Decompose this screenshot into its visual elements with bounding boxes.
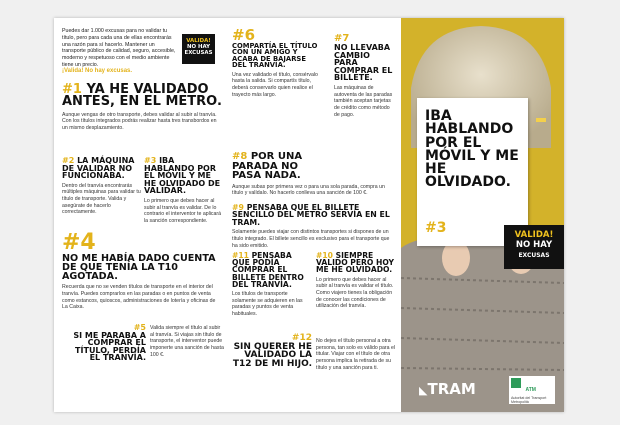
excuse-num: #1: [62, 82, 82, 97]
excuse-num: #8: [232, 151, 248, 162]
tram-logo-icon: ◣: [419, 384, 428, 397]
tram-logo: [419, 380, 476, 398]
excuse-body: Una vez validado el título, consérvalo hasta la salida. Si compartís título, deberá conservarlo quien realice el trayecto más largo.: [232, 71, 318, 98]
badge-line1: VALIDA!: [186, 38, 211, 44]
excuse-title: COMPARTÍA EL TÍTULO CON UN AMIGO Y ACABA DE BAJARSE DEL TRANVÍA.: [232, 42, 318, 70]
excuse-title: SIEMPRE VALIDO PERO HOY ME HE OLVIDADO.: [316, 251, 395, 275]
poster-photo: [401, 18, 564, 412]
excuse-body: Lo primero que debes hacer al subir al tranvía es validar. De lo contrario el interventor te aplicará la sanción correspondiente.: [144, 197, 221, 224]
atm-logo-icon: [511, 378, 521, 388]
badge-line2: NO HAY: [515, 239, 553, 250]
excuse-body: Los títulos de transporte solamente se adquieren en las paradas y puntos de venta habituales.: [232, 291, 303, 317]
excuse-title: IBA HABLANDO POR EL MÓVIL Y ME HE OLVIDADO DE VALIDAR.: [144, 156, 221, 196]
excuse-11: [232, 252, 308, 318]
valida-badge-large: [504, 225, 564, 269]
excuse-body: Dentro del tranvía encontrarás múltiples máquinas para validar tu título de transporte. Valida y asegúrate de hacerlo correctamente.: [62, 182, 141, 216]
excuse-10: [316, 252, 396, 310]
excuse-title: POR UNA PARADA NO PASA NADA.: [232, 151, 303, 181]
badge-line3: EXCUSAS: [184, 50, 213, 57]
poster-card: [417, 98, 528, 246]
atm-logo-subtext: Autoritat del Transport Metropolità: [511, 396, 547, 404]
intro-tagline: ¡Valida! No hay excusas.: [62, 68, 133, 74]
badge-line2: NO HAY: [186, 44, 211, 51]
excuse-title: NO LLEVABA CAMBIO PARA COMPRAR EL BILLETE.: [334, 43, 393, 83]
badge-line1: VALIDA!: [514, 230, 554, 240]
excuse-3: [144, 157, 222, 225]
poster-num: #3: [425, 220, 447, 236]
brochure-sheet: [54, 18, 564, 412]
atm-logo-text: ATM: [525, 387, 536, 393]
badge-line3: EXCUSAS: [518, 251, 550, 259]
excuse-body: Aunque subas por primera vez o para una sola parada, compra un título y valídalo. No hacerlo conlleva una sanción de 100 €.: [232, 183, 385, 197]
excuse-num: #9: [232, 203, 244, 212]
excuse-title: LA MÁQUINA DE VALIDAR NO FUNCIONABA.: [62, 156, 135, 181]
excuse-body: Solamente puedes viajar con distintos transportes si dispones de un título integrado. El billete sencillo es exclusivo para el transporte que ha sido emitido.: [232, 229, 390, 249]
excuse-title: PENSABA QUE PODÍA COMPRAR EL BILLETE DENTRO DEL TRANVÍA.: [232, 251, 304, 289]
excuse-12: [230, 334, 312, 368]
excuse-num: #4: [62, 230, 96, 255]
excuse-9: [232, 204, 394, 249]
tram-logo-text: TRAM: [427, 380, 476, 398]
excuse-title: SIN QUERER HE VALIDADO LA T12 DE MI HIJO.: [232, 341, 312, 369]
valida-badge: [182, 34, 215, 64]
excuse-title: PENSABA QUE EL BILLETE SENCILLO DEL METRO SERVÍA EN EL TRAM.: [232, 203, 390, 227]
excuse-5-body: Valida siempre el título al subir al tranvía. Si viajas sin título de transporte, el interventor puede imponerte una sanción de hasta 100 €.: [150, 325, 224, 358]
excuse-num: #6: [232, 26, 256, 44]
excuse-title: SI ME PARABA A COMPRAR EL TÍTULO, PERDÍA EL TRANVÍA.: [73, 330, 146, 363]
poster-text: IBA HABLANDO POR EL MÓVIL Y ME HE OLVIDADO.: [425, 108, 519, 191]
excuse-title: YA HE VALIDADO ANTES, EN EL METRO.: [62, 82, 222, 110]
excuse-num: #2: [62, 156, 75, 165]
excuse-body: Aunque vengas de otro transporte, debes validar al subir al tranvía. Con los títulos integrados podrás realizar hasta tres transbordos en un mismo desplazamiento.: [62, 111, 217, 131]
excuse-num: #7: [334, 33, 350, 44]
excuse-body: Recuerda que no se venden títulos de transporte en el interior del tranvía. Puedes comprarlos en las paradas o en puntos de venta como estancos, quioscos, administraciones de lotería y oficinas de La Caixa.: [62, 284, 216, 311]
excuse-num: #3: [144, 156, 157, 165]
excuse-2: [62, 157, 142, 216]
excuse-body: Lo primero que debes hacer al subir al tranvía es validar el título. Como viajero tienes la obligación de conocer las condiciones de utilización del tranvía.: [316, 276, 394, 310]
excuse-8: [232, 151, 385, 197]
excuse-num: #5: [133, 323, 146, 332]
excuse-12-body: No dejes el título personal a otra persona, tan solo es válido para el titular. Viajar con el título de otra persona implica la retirada de su título y una sanción para ti.: [316, 338, 396, 371]
intro-text: Puedes dar 1.000 excusas para no validar tu título, pero para cada una de ellas encontrarás una razón para sí hacerlo. Mantener un transporte público de calidad, seguro, accesible, moderno y respetuoso con el medio ambiente tiene un precio.: [62, 28, 176, 68]
atm-logo: [509, 376, 555, 404]
excuse-num: #10: [316, 251, 333, 260]
excuse-num: #11: [232, 251, 249, 260]
excuse-6: [232, 28, 322, 98]
excuse-title: NO ME HABÍA DADO CUENTA DE QUE TENÍA LA T10 AGOTADA.: [62, 253, 216, 283]
excuse-5: [62, 324, 146, 362]
excuse-4: [62, 232, 224, 311]
excuse-7: [334, 34, 396, 118]
excuse-1: [62, 84, 222, 132]
excuse-body: Las máquinas de autoventa de las paradas también aceptan tarjetas de crédito como método de pago.: [334, 84, 393, 118]
excuse-num: #12: [291, 333, 312, 343]
